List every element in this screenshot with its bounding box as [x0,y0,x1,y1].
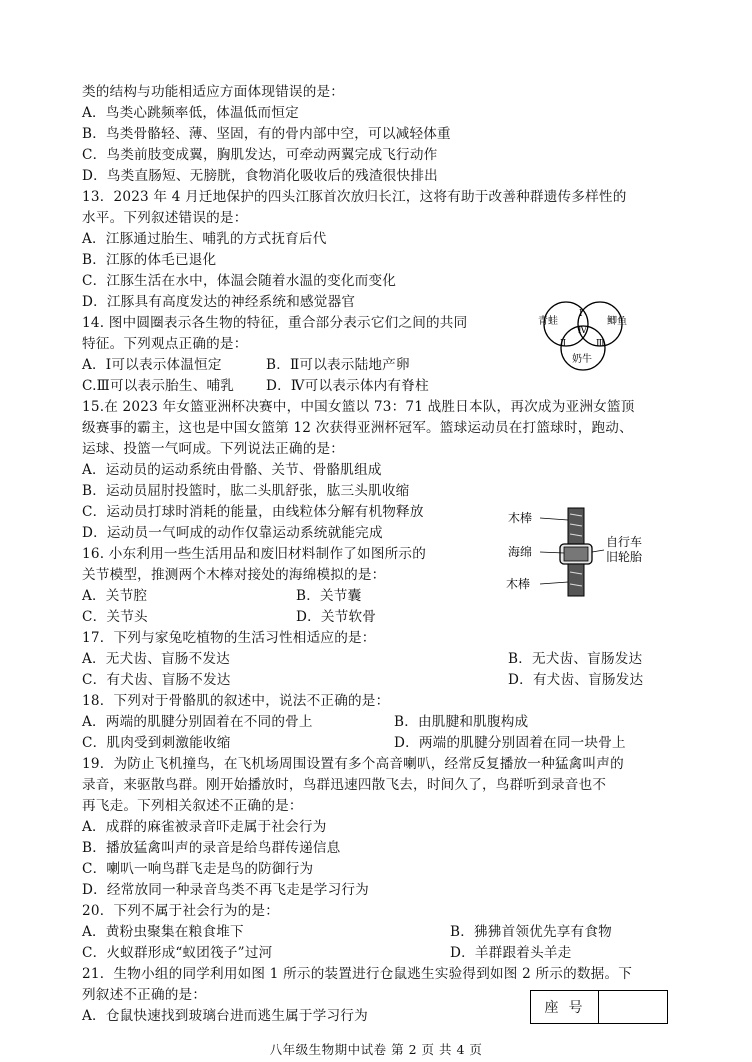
q16-option-c: C．关节头 [82,609,148,625]
q19-option-c: C．喇叭一响鸟群飞走是鸟的防御行为 [82,861,314,877]
q21-stem-1: 21．生物小组的同学利用如图 1 所示的装置进行仓鼠逃生实验得到如图 2 所示的数据。下 [82,966,633,982]
q14-options-row-2 [82,376,429,396]
q13-option-a: A．江豚通过胎生、哺乳的方式抚育后代 [82,231,327,247]
venn-region-4: Ⅳ [578,326,587,336]
q20-option-a: A．黄粉虫聚集在粮食堆下 [82,924,244,940]
label-old-tire: 旧轮胎 [606,550,643,564]
q18-options-row-2 [82,733,626,753]
q19-stem-1: 19．为防止飞机撞鸟，在飞机场周围设置有多个高音喇叭，经常反复播放一种猛禽叫声的 [82,756,624,772]
seat-number-field[interactable] [599,991,667,1023]
q14-option-c: C.Ⅲ可以表示胎生、哺乳 [82,378,235,394]
venn-region-2: Ⅱ [560,339,567,349]
q13-option-d: D．江豚具有高度发达的神经系统和感觉器官 [82,294,356,310]
q16-option-a: A．关节腔 [82,588,148,604]
q17-options-row-2 [82,670,644,690]
q14-options-row-1 [82,355,410,375]
venn-diagram [510,300,660,376]
label-sponge: 海绵 [508,545,533,559]
q18-option-b: B．由肌腱和肌腹构成 [394,714,529,730]
q21-stem-2: 列叙述不正确的是： [82,987,207,1003]
q16-stem-1: 16. 小东利用一些生活用品和废旧材料制作了如图所示的 [82,546,426,562]
q14-option-a: A．Ⅰ可以表示体温恒定 [82,357,222,373]
label-wood-bottom: 木棒 [506,577,531,591]
q18-option-c: C．肌肉受到刺激能收缩 [82,735,231,751]
q14-option-b: B．Ⅱ可以表示陆地产卵 [266,357,410,373]
seat-number-label: 座号 [531,991,599,1023]
q20-options-row-1 [82,922,612,942]
q13-option-c: C．江豚生活在水中，体温会随着水温的变化而变化 [82,273,397,289]
label-bicycle: 自行车 [606,535,643,549]
q16-options-row-2 [82,607,377,627]
joint-model-figure [502,506,662,598]
q17-option-c: C．有犬齿、盲肠不发达 [82,672,231,688]
q15-option-a: A．运动员的运动系统由骨骼、关节、骨骼肌组成 [82,462,382,478]
q19-option-b: B．播放猛禽叫声的录音是给鸟群传递信息 [82,840,341,856]
q16-option-b: B．关节囊 [296,588,362,604]
seat-number-box [530,990,668,1024]
q12-option-b: B．鸟类骨骼轻、薄、坚固，有的骨内部中空，可以减轻体重 [82,126,451,142]
q17-option-d: D．有犬齿、盲肠发达 [508,672,644,688]
q19-stem-2: 录音，来驱散鸟群。刚开始播放时，鸟群迅速四散飞去，时间久了，鸟群听到录音也不 [82,777,607,793]
q12-stem-tail: 类的结构与功能相适应方面体现错误的是： [82,84,345,100]
q13-stem-1: 13．2023 年 4 月迁地保护的四头江豚首次放归长江，这将有助于改善种群遗传多样性的 [82,189,627,205]
q15-option-b: B．运动员屈肘投篮时，肱二头肌舒张，肱三头肌收缩 [82,483,410,499]
label-wood-top: 木棒 [508,511,533,525]
q15-stem-1: 15.在 2023 年女篮亚洲杯决赛中，中国女篮以 73：71 战胜日本队，再次成为亚洲女篮顶 [82,399,635,415]
page-footer: 八年级生物期中试卷 第 2 页 共 4 页 [269,1042,483,1057]
q15-option-d: D．运动员一气呵成的动作仅靠运动系统就能完成 [82,525,383,541]
q16-option-d: D．关节软骨 [296,609,377,625]
q12-option-c: C．鸟类前肢变成翼，胸肌发达，可牵动两翼完成飞行动作 [82,147,438,163]
venn-region-1: Ⅰ [579,309,583,319]
q16-stem-2: 关节模型，推测两个木棒对接处的海绵模拟的是： [82,567,386,583]
q20-stem: 20．下列不属于社会行为的是： [82,903,280,919]
q21-option-a: A．仓鼠快速找到玻璃台进而逃生属于学习行为 [82,1008,368,1024]
q17-stem: 17．下列与家兔吃植物的生活习性相适应的是： [82,630,376,646]
q18-stem: 18．下列对于骨骼肌的叙述中，说法不正确的是： [82,693,390,709]
q17-options-row-1 [82,649,643,669]
q15-stem-3: 运球、投篮一气呵成。下列说法正确的是： [82,441,345,457]
q18-options-row-1 [82,712,529,732]
q16-options-row-1 [82,586,362,606]
q20-options-row-2 [82,943,572,963]
venn-label-cow: 奶牛 [572,354,592,365]
q14-stem-1: 14. 图中圆圈表示各生物的特征，重合部分表示它们之间的共同 [82,315,468,331]
q14-option-d: D．Ⅳ可以表示体内有脊柱 [266,378,429,394]
q12-option-a: A．鸟类心跳频率低，体温低而恒定 [82,105,299,121]
venn-region-3: Ⅲ [596,339,605,349]
q18-option-d: D．两端的肌腱分别固着在同一块骨上 [394,735,626,751]
q15-option-c: C．运动员打球时消耗的能量，由线粒体分解有机物释放 [82,504,424,520]
q19-option-a: A．成群的麻雀被录音吓走属于社会行为 [82,819,327,835]
q17-option-a: A．无犬齿、盲肠不发达 [82,651,230,667]
q12-option-d: D．鸟类直肠短、无膀胱，食物消化吸收后的残渣很快排出 [82,168,438,184]
q17-option-b: B．无犬齿、盲肠发达 [508,651,643,667]
q20-option-d: D．羊群跟着头羊走 [450,945,572,961]
q18-option-a: A．两端的肌腱分别固着在不同的骨上 [82,714,313,730]
q20-option-b: B．狒狒首领优先享有食物 [450,924,612,940]
venn-label-frog: 青蛙 [538,316,558,327]
q19-stem-3: 再飞走。下列相关叙述不正确的是： [82,798,303,814]
q19-option-d: D．经常放同一种录音鸟类不再飞走是学习行为 [82,882,369,898]
q14-stem-2: 特征。下列观点正确的是： [82,336,248,352]
q13-stem-2: 水平。下列叙述错误的是： [82,210,248,226]
q13-option-b: B．江豚的体毛已退化 [82,252,217,268]
venn-label-crucian: 鲫鱼 [607,316,627,327]
q15-stem-2: 级赛事的霸主，这也是中国女篮第 12 次获得亚洲杯冠军。篮球运动员在打篮球时，跑动、 [82,420,633,436]
q20-option-c: C．火蚁群形成“蚁团筏子”过河 [82,945,273,961]
